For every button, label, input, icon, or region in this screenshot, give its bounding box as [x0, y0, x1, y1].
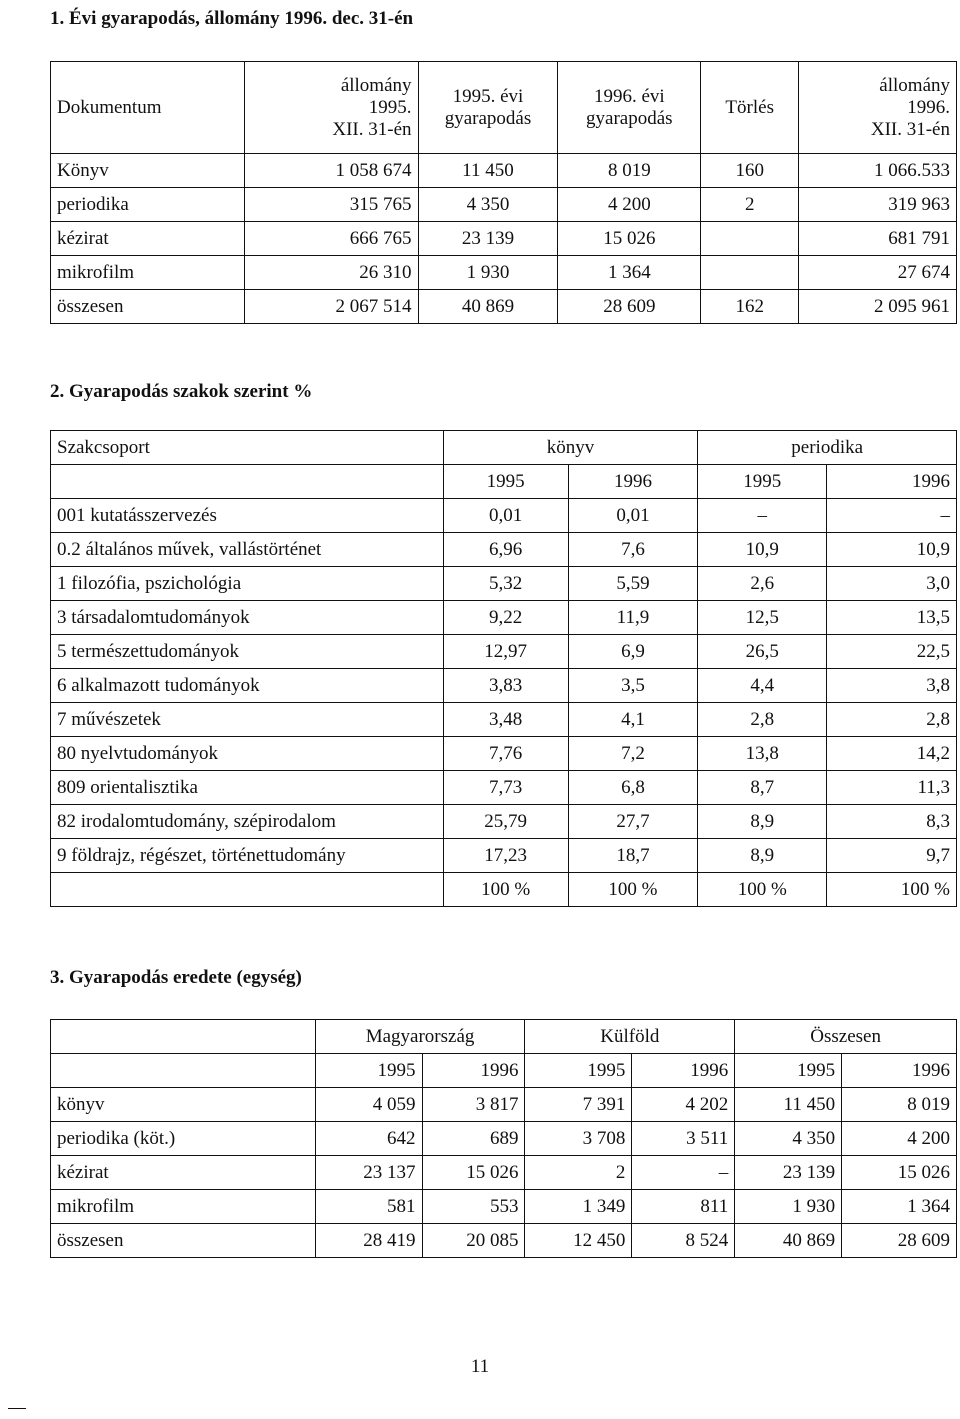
cell-value: 13,5 [827, 601, 957, 635]
table-row [51, 154, 957, 188]
header-cell: 1995 [525, 1054, 632, 1088]
table-year-header-row [51, 1054, 957, 1088]
table-row [51, 1156, 957, 1190]
cell-value: 13,8 [698, 737, 827, 771]
cell-value: 7,73 [443, 771, 568, 805]
header-cell: 1995. évi gyarapodás [418, 62, 558, 154]
row-label: 001 kutatásszervezés [51, 499, 444, 533]
table-row [51, 222, 957, 256]
header-cell: 1996 [842, 1054, 957, 1088]
row-label: periodika (köt.) [51, 1122, 316, 1156]
section3-title: 3. Gyarapodás eredete (egység) [50, 967, 302, 988]
cell-value: 0,01 [568, 499, 698, 533]
cell-value: 689 [422, 1122, 525, 1156]
cell-value: 28 609 [842, 1224, 957, 1258]
row-label: 80 nyelvtudományok [51, 737, 444, 771]
cell-value: 681 791 [799, 222, 957, 256]
cell-value: 20 085 [422, 1224, 525, 1258]
section2-title: 2. Gyarapodás szakok szerint % [50, 381, 313, 402]
cell-value: – [698, 499, 827, 533]
table-row [51, 533, 957, 567]
header-cell: 1996 [568, 465, 698, 499]
cell-value: 11 450 [418, 154, 558, 188]
header-cell: 1995 [443, 465, 568, 499]
cell-value: 8 019 [558, 154, 701, 188]
cell-value: 14,2 [827, 737, 957, 771]
table-row [51, 499, 957, 533]
row-label: 9 földrajz, régészet, történettudomány [51, 839, 444, 873]
cell-value: 8,7 [698, 771, 827, 805]
empty-cell [51, 873, 444, 907]
row-label: könyv [51, 1088, 316, 1122]
row-label: 82 irodalomtudomány, szépirodalom [51, 805, 444, 839]
cell-value: 160 [701, 154, 799, 188]
row-label: 0.2 általános művek, vallástörténet [51, 533, 444, 567]
cell-value: 100 % [827, 873, 957, 907]
cell-value: 11,9 [568, 601, 698, 635]
cell-value: 7 391 [525, 1088, 632, 1122]
cell-value: 2 [701, 188, 799, 222]
cell-value: 40 869 [418, 290, 558, 324]
header-cell: 1996 [827, 465, 957, 499]
cell-value: 15 026 [558, 222, 701, 256]
cell-value: 15 026 [842, 1156, 957, 1190]
header-cell: 1996 [632, 1054, 735, 1088]
header-cell: Külföld [525, 1020, 735, 1054]
cell-value: 17,23 [443, 839, 568, 873]
table-row [51, 771, 957, 805]
cell-value: 23 139 [418, 222, 558, 256]
page-number: 11 [470, 1356, 490, 1377]
cell-value: 7,76 [443, 737, 568, 771]
cell-value: 4,4 [698, 669, 827, 703]
cell-value: 4 200 [558, 188, 701, 222]
table-row [51, 635, 957, 669]
cell-value: 553 [422, 1190, 525, 1224]
cell-value: 26,5 [698, 635, 827, 669]
cell-value: 666 765 [244, 222, 418, 256]
cell-value: 1 058 674 [244, 154, 418, 188]
cell-value: 11,3 [827, 771, 957, 805]
cell-value: 100 % [698, 873, 827, 907]
table-row [51, 839, 957, 873]
cell-value: 3 708 [525, 1122, 632, 1156]
cell-value: 18,7 [568, 839, 698, 873]
empty-cell [51, 1054, 316, 1088]
cell-value: 12 450 [525, 1224, 632, 1258]
table-group-header-row [51, 431, 957, 465]
cell-value: 2 067 514 [244, 290, 418, 324]
cell-value: 6,9 [568, 635, 698, 669]
cell-value: 1 349 [525, 1190, 632, 1224]
cell-value: 4 350 [418, 188, 558, 222]
cell-value: 3 511 [632, 1122, 735, 1156]
table-row [51, 703, 957, 737]
cell-value: 8,9 [698, 839, 827, 873]
cell-value: 12,5 [698, 601, 827, 635]
cell-value: 3,83 [443, 669, 568, 703]
cell-value: 22,5 [827, 635, 957, 669]
cell-value: 319 963 [799, 188, 957, 222]
cell-value: 6,96 [443, 533, 568, 567]
subject-growth-table [50, 430, 957, 907]
row-label: 7 művészetek [51, 703, 444, 737]
cell-value: 315 765 [244, 188, 418, 222]
row-label: összesen [51, 290, 245, 324]
cell-value: 40 869 [735, 1224, 842, 1258]
cell-value: 26 310 [244, 256, 418, 290]
margin-mark [8, 1408, 26, 1409]
row-label: 5 természettudományok [51, 635, 444, 669]
cell-value: 28 419 [315, 1224, 422, 1258]
row-label: kézirat [51, 1156, 316, 1190]
cell-value: 27 674 [799, 256, 957, 290]
row-label: összesen [51, 1224, 316, 1258]
cell-value: 2,8 [827, 703, 957, 737]
cell-value [701, 256, 799, 290]
cell-value: 0,01 [443, 499, 568, 533]
cell-value: 23 137 [315, 1156, 422, 1190]
empty-cell [51, 1020, 316, 1054]
empty-cell [51, 465, 444, 499]
row-label: mikrofilm [51, 1190, 316, 1224]
cell-value: 12,97 [443, 635, 568, 669]
cell-value: 15 026 [422, 1156, 525, 1190]
header-cell: 1996. évi gyarapodás [558, 62, 701, 154]
cell-value: 1 364 [842, 1190, 957, 1224]
table-row [51, 737, 957, 771]
cell-value: 8 019 [842, 1088, 957, 1122]
cell-value: – [632, 1156, 735, 1190]
cell-value: 8,9 [698, 805, 827, 839]
header-cell: Összesen [735, 1020, 957, 1054]
header-cell: állomány 1996. XII. 31-én [799, 62, 957, 154]
header-cell: Magyarország [315, 1020, 525, 1054]
table-row [51, 1122, 957, 1156]
growth-origin-table [50, 1019, 957, 1258]
cell-value: 9,7 [827, 839, 957, 873]
cell-value: 5,32 [443, 567, 568, 601]
row-label: mikrofilm [51, 256, 245, 290]
cell-value: 25,79 [443, 805, 568, 839]
header-cell: 1996 [422, 1054, 525, 1088]
cell-value: 6,8 [568, 771, 698, 805]
row-label: 3 társadalomtudományok [51, 601, 444, 635]
header-cell: állomány 1995. XII. 31-én [244, 62, 418, 154]
cell-value: 7,6 [568, 533, 698, 567]
cell-value: – [827, 499, 957, 533]
cell-value: 162 [701, 290, 799, 324]
header-cell: periodika [698, 431, 957, 465]
section1-title: 1. Évi gyarapodás, állomány 1996. dec. 31-én [50, 8, 414, 29]
header-cell: Szakcsoport [51, 431, 444, 465]
header-cell: Törlés [701, 62, 799, 154]
cell-value [701, 222, 799, 256]
table-group-header-row [51, 1020, 957, 1054]
cell-value: 8 524 [632, 1224, 735, 1258]
cell-value: 4 200 [842, 1122, 957, 1156]
table-row [51, 256, 957, 290]
cell-value: 4,1 [568, 703, 698, 737]
cell-value: 1 930 [735, 1190, 842, 1224]
cell-value: 3,0 [827, 567, 957, 601]
cell-value: 3 817 [422, 1088, 525, 1122]
table-row-total [51, 873, 957, 907]
table-row [51, 567, 957, 601]
table-row [51, 1190, 957, 1224]
cell-value: 2 [525, 1156, 632, 1190]
table-row [51, 1088, 957, 1122]
cell-value: 3,48 [443, 703, 568, 737]
row-label: 1 filozófia, pszichológia [51, 567, 444, 601]
cell-value: 27,7 [568, 805, 698, 839]
cell-value: 100 % [568, 873, 698, 907]
table-row [51, 669, 957, 703]
cell-value: 1 066.533 [799, 154, 957, 188]
cell-value: 3,5 [568, 669, 698, 703]
cell-value: 642 [315, 1122, 422, 1156]
table-row-total [51, 290, 957, 324]
cell-value: 2,8 [698, 703, 827, 737]
cell-value: 8,3 [827, 805, 957, 839]
table-year-header-row [51, 465, 957, 499]
table-row [51, 188, 957, 222]
cell-value: 28 609 [558, 290, 701, 324]
header-cell: 1995 [315, 1054, 422, 1088]
row-label: periodika [51, 188, 245, 222]
row-label: 6 alkalmazott tudományok [51, 669, 444, 703]
cell-value: 4 202 [632, 1088, 735, 1122]
collection-growth-table [50, 61, 957, 324]
row-label: kézirat [51, 222, 245, 256]
table-row-total [51, 1224, 957, 1258]
cell-value: 9,22 [443, 601, 568, 635]
table-row [51, 805, 957, 839]
cell-value: 23 139 [735, 1156, 842, 1190]
table-header-row [51, 62, 957, 154]
cell-value: 811 [632, 1190, 735, 1224]
cell-value: 7,2 [568, 737, 698, 771]
header-cell: könyv [443, 431, 698, 465]
cell-value: 10,9 [827, 533, 957, 567]
cell-value: 581 [315, 1190, 422, 1224]
header-cell: 1995 [698, 465, 827, 499]
table-row [51, 601, 957, 635]
cell-value: 2,6 [698, 567, 827, 601]
header-cell: 1995 [735, 1054, 842, 1088]
cell-value: 3,8 [827, 669, 957, 703]
cell-value: 10,9 [698, 533, 827, 567]
cell-value: 1 930 [418, 256, 558, 290]
cell-value: 4 350 [735, 1122, 842, 1156]
header-cell: Dokumentum [51, 62, 245, 154]
cell-value: 5,59 [568, 567, 698, 601]
cell-value: 100 % [443, 873, 568, 907]
cell-value: 4 059 [315, 1088, 422, 1122]
cell-value: 2 095 961 [799, 290, 957, 324]
row-label: 809 orientalisztika [51, 771, 444, 805]
row-label: Könyv [51, 154, 245, 188]
cell-value: 1 364 [558, 256, 701, 290]
cell-value: 11 450 [735, 1088, 842, 1122]
